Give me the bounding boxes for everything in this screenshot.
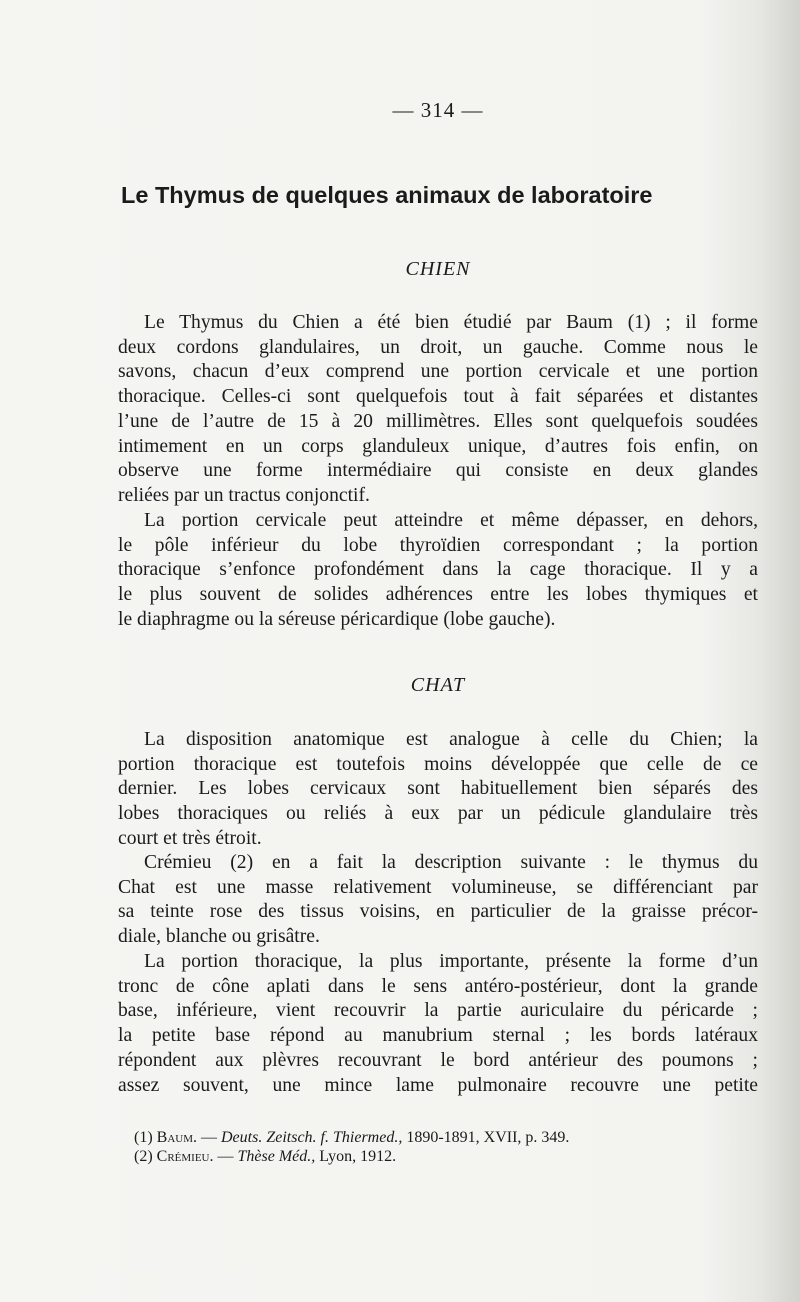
footnote-1	[134, 1128, 734, 1147]
footnote-2	[134, 1147, 734, 1166]
footnote-dash: —	[201, 1129, 217, 1146]
text-line: l’une de l’autre de 15 à 20 millimètres. Elles sont quelquefois soudées	[118, 410, 758, 432]
paragraph-chat-3	[118, 950, 758, 1098]
text-line: savons, chacun d’eux comprend une portion cervicale et une portion	[118, 361, 758, 383]
text-line: La portion thoracique, la plus importante, présente la forme d’un	[144, 951, 758, 972]
text-line: court et très étroit.	[118, 827, 262, 849]
text-line: thoracique s’enfonce profondément dans la cage thoracique. Il y a	[118, 559, 758, 581]
text-line: la petite base répond au manubrium sternal ; les bords latéraux	[118, 1025, 758, 1047]
footnote-author: Crémieu.	[156, 1148, 214, 1165]
text-line: deux cordons glandulaires, un droit, un gauche. Comme nous le	[118, 336, 758, 358]
text-line: base, inférieure, vient recouvrir la partie auriculaire du péricarde ;	[118, 1000, 758, 1022]
text-line: le plus souvent de solides adhérences entre les lobes thymiques et	[118, 584, 758, 606]
text-line: lobes thoraciques ou reliés à eux par un pédicule glandulaire très	[118, 803, 758, 825]
paragraph-chien-1	[118, 311, 758, 509]
text-line: le diaphragme ou la séreuse péricardique (lobe gauche).	[118, 608, 556, 630]
text-line: portion thoracique est toutefois moins développée que celle de ce	[118, 753, 758, 775]
text-line: Crémieu (2) en a fait la description suivante : le thymus du	[144, 852, 758, 873]
text-line: diale, blanche ou grisâtre.	[118, 926, 320, 948]
text-line: dernier. Les lobes cervicaux sont habituellement bien séparés des	[118, 778, 758, 800]
text-line: Chat est une masse relativement volumineuse, se différenciant par	[118, 876, 758, 898]
text-line: La disposition anatomique est analogue à celle du Chien; la	[144, 729, 758, 750]
section-heading-chien: CHIEN	[405, 258, 471, 280]
article-title: Le Thymus de quelques animaux de laboratoire	[121, 182, 653, 208]
text-line: intimement en un corps glanduleux unique, d’autres fois enfin, on	[118, 435, 758, 457]
text-line: tronc de cône aplati dans le sens antéro-postérieur, dont la grande	[118, 975, 758, 997]
footnote-author: Baum.	[156, 1129, 197, 1146]
paragraph-chien-2	[118, 509, 758, 633]
footnote-work: Deuts. Zeitsch. f. Thiermed.,	[221, 1129, 403, 1146]
footnote-details: 1890-1891, XVII, p. 349.	[406, 1129, 570, 1146]
text-line: La portion cervicale peut atteindre et même dépasser, en dehors,	[144, 510, 758, 531]
footnote-details: Lyon, 1912.	[319, 1148, 397, 1165]
text-line: Le Thymus du Chien a été bien étudié par Baum (1) ; il forme	[144, 312, 758, 333]
text-line: thoracique. Celles-ci sont quelquefois tout à fait séparées et distantes	[118, 386, 758, 408]
footnote-marker: (2)	[134, 1148, 153, 1165]
text-line: reliées par un tractus conjonctif.	[118, 484, 370, 506]
paragraph-chat-1	[118, 728, 758, 852]
footnote-marker: (1)	[134, 1129, 153, 1146]
text-line: assez souvent, une mince lame pulmonaire recouvre une petite	[118, 1074, 758, 1096]
page-number: — 314 —	[392, 98, 484, 122]
text-line: sa teinte rose des tissus voisins, en particulier de la graisse précor-	[118, 901, 758, 923]
text-line: observe une forme intermédiaire qui consiste en deux glandes	[118, 460, 758, 482]
footnote-work: Thèse Méd.,	[237, 1148, 316, 1165]
text-line: le pôle inférieur du lobe thyroïdien correspondant ; la portion	[118, 534, 758, 556]
footnote-dash: —	[217, 1148, 234, 1165]
text-line: répondent aux plèvres recouvrant le bord antérieur des poumons ;	[118, 1049, 758, 1071]
footnotes	[134, 1128, 734, 1166]
section-heading-chat: CHAT	[410, 674, 466, 696]
paragraph-chat-2	[118, 851, 758, 950]
